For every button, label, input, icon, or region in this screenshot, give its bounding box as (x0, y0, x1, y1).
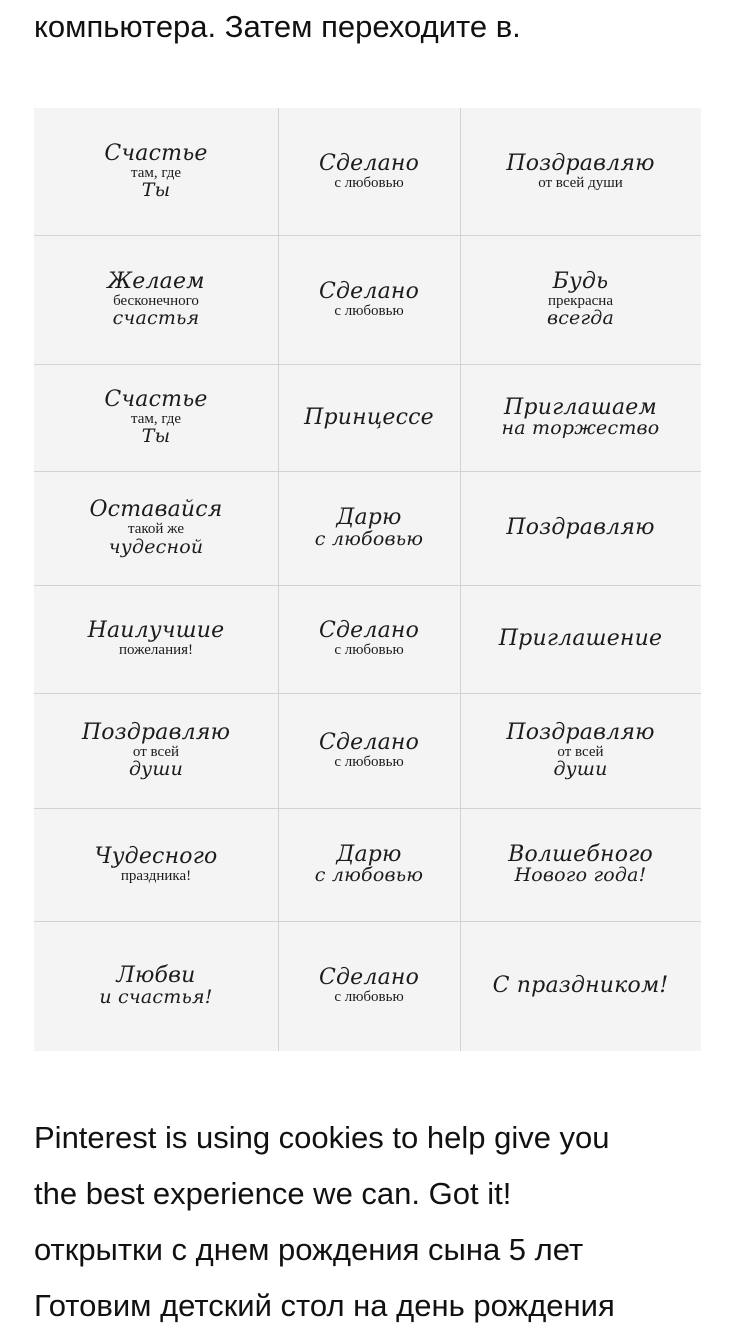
label-cell (34, 808, 278, 921)
label-script-text: Желаем (107, 268, 205, 294)
label-script-text: Сделано (318, 618, 420, 644)
label-phrase (319, 152, 419, 192)
label-script-text: Сделано (318, 729, 420, 755)
label-script-text: Приглашаем (504, 394, 657, 420)
label-phrase (89, 498, 222, 558)
label-script-text: Поздравляю (506, 719, 655, 745)
label-script-text: Поздравляю (506, 515, 655, 541)
label-cell (34, 235, 278, 364)
label-phrase (319, 280, 419, 320)
label-cell (278, 921, 460, 1051)
label-cell (460, 585, 701, 693)
label-cell (460, 808, 701, 921)
label-phrase (319, 619, 419, 659)
label-script-text: Дарю (336, 505, 402, 531)
label-script-text: Чудесного (94, 843, 218, 869)
label-cell (278, 693, 460, 808)
label-cell (34, 108, 278, 235)
intro-text: компьютера. Затем переходите в. (34, 9, 521, 44)
label-script-tail: Нового года! (514, 864, 647, 887)
label-script-text: Принцессе (304, 404, 434, 430)
label-phrase (547, 270, 614, 330)
label-cell (34, 921, 278, 1051)
label-cell (278, 235, 460, 364)
label-phrase (104, 388, 207, 448)
label-plain-text: с любовью (334, 174, 404, 191)
label-script-tail: и счастья! (99, 985, 213, 1008)
label-script-text: Счастье (104, 140, 208, 166)
label-phrase (499, 627, 662, 650)
label-cell (278, 108, 460, 235)
label-cell (34, 364, 278, 471)
label-script-tail: души (553, 758, 608, 781)
label-phrase (506, 516, 654, 539)
label-script-tail: на торжество (501, 417, 660, 440)
label-script-tail: души (128, 758, 184, 781)
label-script-tail: Ты (141, 425, 171, 448)
label-script-tail: счастья (112, 307, 200, 330)
label-cell (278, 585, 460, 693)
label-cell (278, 808, 460, 921)
label-plain-text: с любовью (334, 302, 404, 319)
label-script-text: Оставайся (89, 497, 223, 523)
label-script-text: С праздником! (492, 973, 669, 999)
footer-text (34, 1110, 724, 1334)
label-phrase (99, 964, 212, 1007)
label-cell (460, 108, 701, 235)
label-plain-text: с любовью (334, 753, 404, 770)
label-plain-text: пожелания! (118, 642, 194, 659)
cookie-notice-line: Pinterest is using cookies to help give you (34, 1120, 610, 1155)
label-script-text: Поздравляю (81, 719, 231, 745)
label-phrase (506, 721, 654, 781)
label-sheet-image (34, 108, 701, 1051)
label-script-tail: с любовью (314, 864, 424, 887)
label-phrase (304, 406, 434, 429)
label-cell (34, 693, 278, 808)
label-script-tail: Ты (141, 179, 171, 202)
related-pin-title[interactable]: открытки с днем рождения сына 5 лет (34, 1232, 584, 1267)
label-phrase (315, 506, 423, 549)
label-cell (460, 921, 701, 1051)
label-script-text: Приглашение (498, 626, 663, 652)
label-cell (460, 471, 701, 585)
label-plain-text: с любовью (334, 989, 404, 1006)
label-phrase (502, 396, 660, 439)
label-phrase (506, 152, 654, 192)
label-phrase (107, 270, 204, 330)
label-script-text: Будь (552, 268, 609, 294)
label-plain-text: от всей души (538, 174, 623, 191)
label-cell (34, 471, 278, 585)
label-script-text: Поздравляю (506, 150, 655, 176)
label-script-text: Наилучшие (87, 618, 225, 644)
label-script-text: Дарю (336, 841, 402, 867)
label-plain-text: с любовью (334, 642, 404, 659)
label-script-text: Любви (116, 963, 196, 989)
label-phrase (319, 731, 419, 771)
label-plain-text: бесконечного (113, 292, 199, 309)
label-cell (278, 471, 460, 585)
label-phrase (82, 721, 230, 781)
label-phrase (493, 974, 669, 997)
label-script-tail: с любовью (314, 527, 424, 550)
label-plain-text: прекрасна (548, 292, 613, 309)
cookie-notice-line[interactable]: the best experience we can. Got it! (34, 1176, 512, 1211)
label-plain-text: там, где (130, 410, 182, 427)
label-cell (460, 693, 701, 808)
label-cell (34, 585, 278, 693)
related-pin-title[interactable]: Готовим детский стол на день рождения (34, 1288, 615, 1323)
label-phrase (319, 966, 419, 1006)
label-script-text: Волшебного (508, 841, 653, 867)
label-cell (278, 364, 460, 471)
label-plain-text: праздника! (120, 867, 192, 884)
label-phrase (88, 619, 225, 659)
label-plain-text: от всей (557, 743, 604, 760)
label-script-tail: всегда (546, 307, 615, 330)
label-phrase (104, 142, 207, 202)
label-cell (460, 235, 701, 364)
label-plain-text: такой же (127, 521, 185, 538)
label-cell (460, 364, 701, 471)
label-plain-text: от всей (132, 743, 180, 760)
label-script-text: Счастье (104, 386, 208, 412)
label-script-text: Сделано (318, 278, 420, 304)
label-script-tail: чудесной (108, 535, 204, 558)
label-phrase (508, 843, 653, 886)
label-plain-text: там, где (130, 164, 182, 181)
label-phrase (315, 843, 423, 886)
label-script-text: Сделано (318, 965, 420, 991)
label-script-text: Сделано (318, 150, 420, 176)
label-phrase (95, 845, 218, 885)
